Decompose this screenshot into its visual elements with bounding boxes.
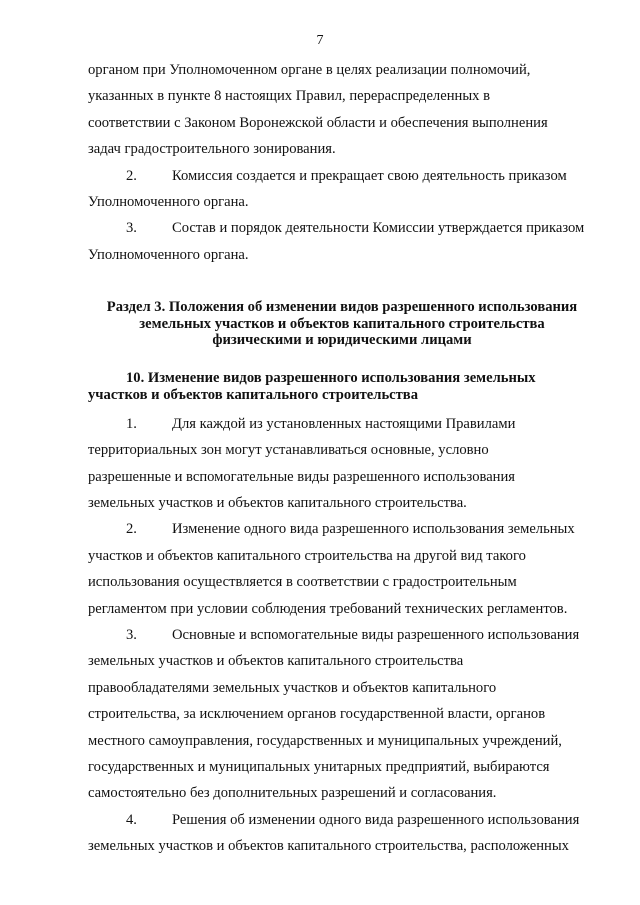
text-line: разрешенные и вспомогательные виды разрешенного использования [88,468,516,485]
text-line: регламентом при условии соблюдения требований технических регламентов. [88,600,568,617]
section-heading-line: земельных участков и объектов капитального строительства [139,315,545,332]
list-item [88,215,596,268]
text-line: земельных участков и объектов капитального строительства, расположенных [88,838,569,855]
text-line: указанных в пункте 8 настоящих Правил, перераспределенных в [88,88,490,105]
section-heading-line: Раздел 3. Положения об изменении видов разрешенного использования [106,299,578,316]
list-item [88,411,596,517]
text-line: органом при Уполномоченном органе в целях реализации полномочий, [88,62,531,78]
text-line: задач градостроительного зонирования. [88,141,336,158]
item-number: 4. [126,811,137,828]
text-line: участков и объектов капитального строительства на другой вид такого [88,547,526,564]
text-line [88,215,596,241]
text-line: самостоятельно без дополнительных разрешений и согласования. [88,785,497,802]
section-heading-line: физическими и юридическими лицами [212,332,472,349]
item-text: Изменение одного вида разрешенного использования земельных [172,521,575,538]
text-line: государственных и муниципальных унитарных предприятий, выбираются [88,759,550,776]
text-line [88,163,596,189]
item-text: Для каждой из установленных настоящими Правилами [172,415,516,432]
item-number: 3. [126,627,137,643]
text-line: использования осуществляется в соответствии с градостроительным [88,574,517,591]
page-content [88,57,596,860]
text-line: земельных участков и объектов капитального строительства [88,653,464,670]
article-heading-line: 10. Изменение видов разрешенного использования земельных [126,369,536,386]
page-number: 7 [316,33,324,48]
text-line: правообладателями земельных участков и объектов капитального [88,679,497,696]
text-line: Уполномоченного органа. [88,194,249,211]
text-line: местного самоуправления, государственных и муниципальных учреждений, [88,732,562,749]
item-number: 1. [126,415,137,432]
text-line: Уполномоченного органа. [88,246,249,263]
text-line: территориальных зон могут устанавливаться основные, условно [88,442,489,459]
text-line: строительства, за исключением органов государственной власти, органов [88,706,546,723]
item-number: 2. [126,521,137,538]
text-line [88,807,596,833]
list-item [88,622,596,807]
article-heading-line: участков и объектов капитального строительства [88,386,418,403]
article-heading [88,370,596,404]
text-line: соответствии с Законом Воронежской области и обеспечения выполнения [88,114,548,131]
intro-paragraph [88,57,596,163]
item-number: 2. [126,167,137,184]
list-item [88,516,596,622]
text-line [88,622,596,648]
item-text: Решения об изменении одного вида разрешенного использования [172,811,580,828]
text-line [88,411,596,437]
item-text: Состав и порядок деятельности Комиссии утверждается приказом [172,220,585,237]
list-item [88,163,596,216]
item-text: Комиссия создается и прекращает свою деятельность приказом [172,167,567,184]
item-number: 3. [126,220,137,237]
text-line [88,516,596,542]
text-line: земельных участков и объектов капитального строительства. [88,494,467,511]
item-text: Основные и вспомогательные виды разрешенного использования [172,627,580,643]
list-item [88,807,596,860]
section-heading [88,299,596,349]
